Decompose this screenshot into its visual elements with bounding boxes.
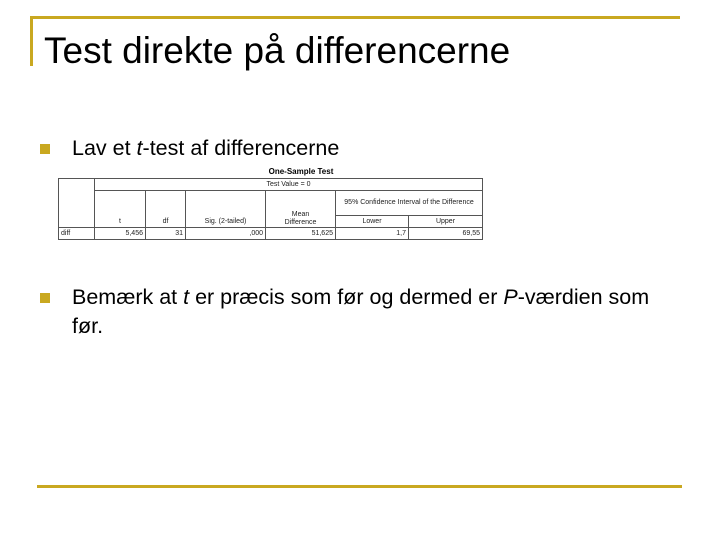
- slide-title: Test direkte på differencerne: [44, 30, 511, 71]
- row-label: diff: [59, 228, 95, 240]
- cell-df: 31: [146, 228, 186, 240]
- cell-upper: 69,55: [409, 228, 483, 240]
- col-header-df: df: [146, 191, 186, 228]
- col-header-t: t: [95, 191, 146, 228]
- frame-bottom-line: [37, 485, 682, 488]
- col-header-mean-difference: Mean Difference: [266, 191, 336, 228]
- frame-left-line: [30, 16, 33, 66]
- col-header-sig: Sig. (2-tailed): [186, 191, 266, 228]
- frame-top-line: [30, 16, 680, 19]
- col-header-lower: Lower: [336, 216, 409, 228]
- cell-lower: 1,7: [336, 228, 409, 240]
- cell-sig: ,000: [186, 228, 266, 240]
- stub-corner: [59, 179, 95, 228]
- table-title: One-Sample Test: [268, 167, 334, 176]
- one-sample-test-table: [58, 166, 484, 240]
- test-value-header: Test Value = 0: [95, 179, 483, 191]
- cell-mean-difference: 51,625: [266, 228, 336, 240]
- col-header-upper: Upper: [409, 216, 483, 228]
- ci-header: 95% Confidence Interval of the Difference: [336, 191, 483, 216]
- bullet-1-text: Lav et t-test af differencerne: [72, 136, 340, 160]
- table-row: [59, 228, 483, 240]
- bullet-2-text: Bemærk at t er præcis som før og dermed er P-værdien som før.: [72, 285, 650, 338]
- bullet-square-icon: [40, 144, 50, 154]
- bullet-square-icon: [40, 293, 50, 303]
- cell-t: 5,456: [95, 228, 146, 240]
